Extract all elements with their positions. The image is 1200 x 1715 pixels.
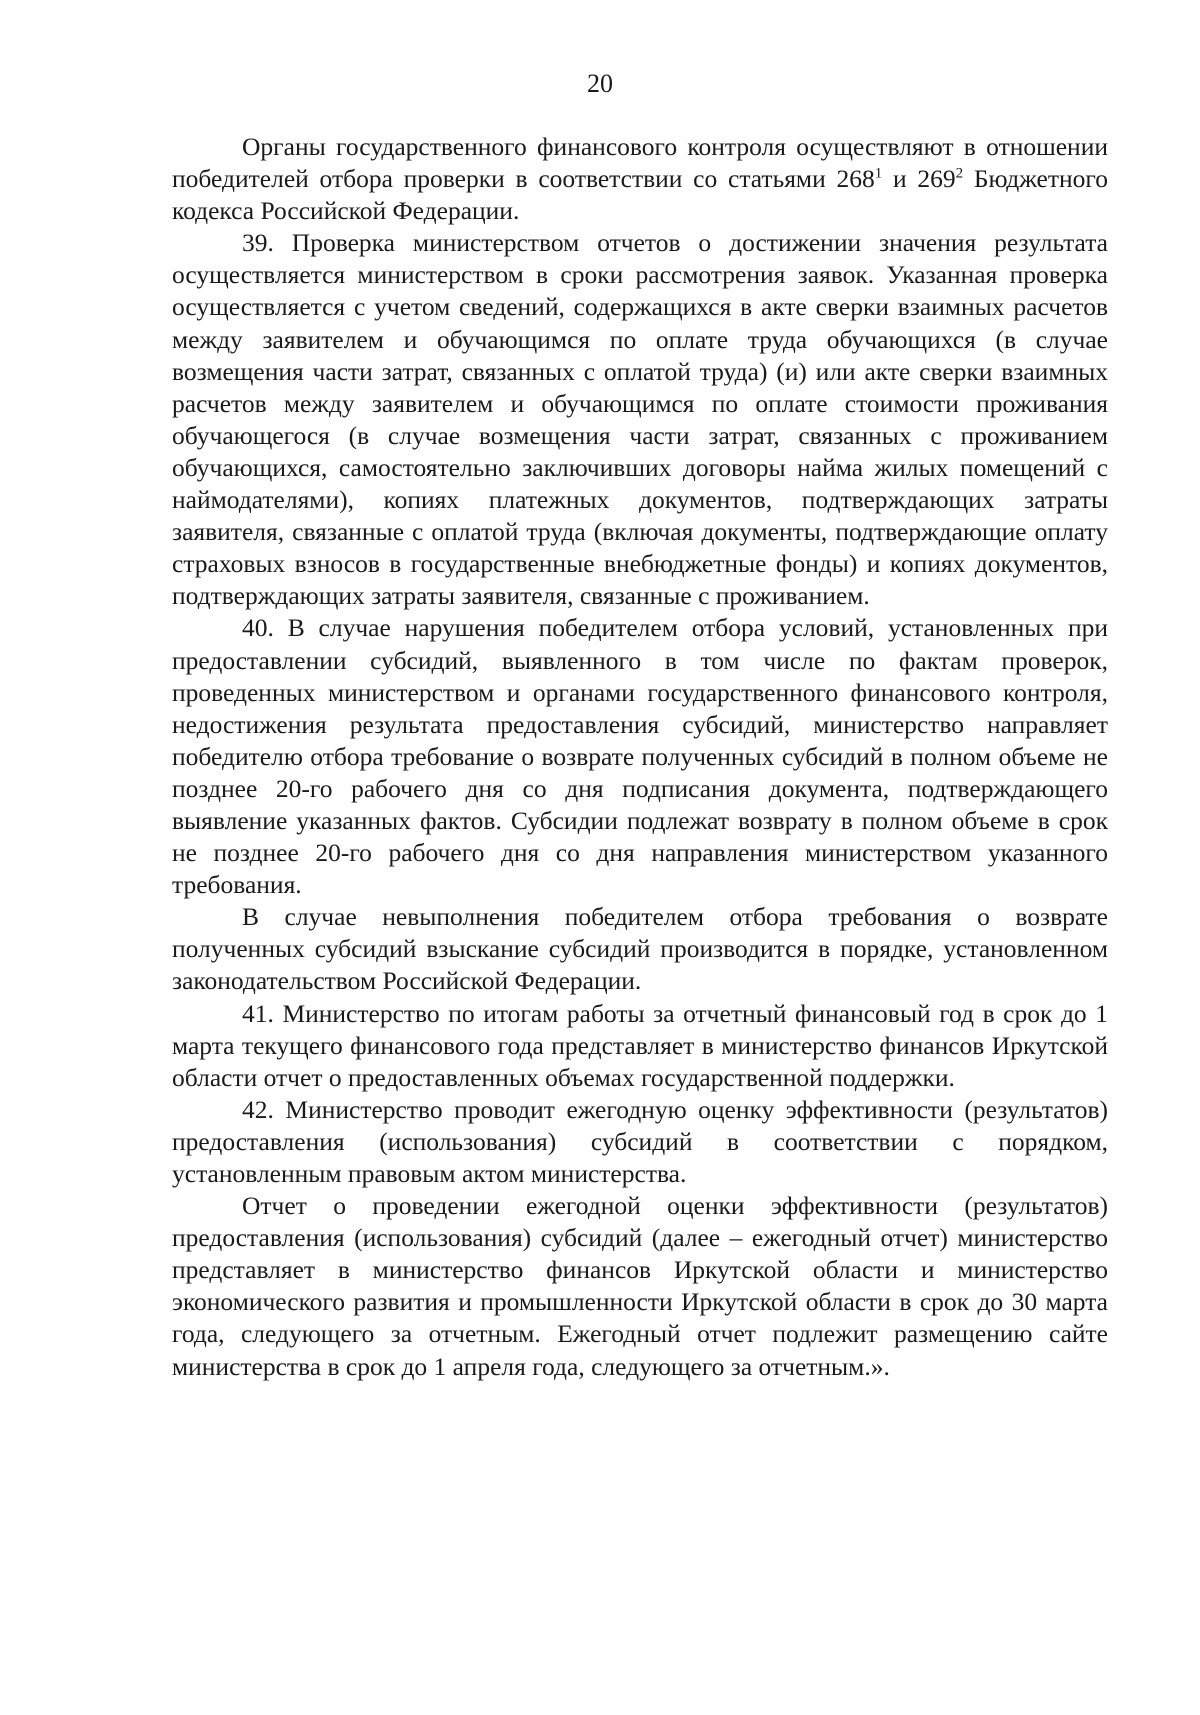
- paragraph-40-continued: В случае невыполнения победителем отбора требования о возврате полученных субсидий взыскание субсидий производится в порядке, установленном законодательством Российской Федерации.: [172, 902, 1108, 996]
- document-body: [172, 131, 1108, 1383]
- paragraph-39: 39. Проверка министерством отчетов о достижении значения результата осуществляется министерством в сроки рассмотрения заявок. Указанная проверка осуществляется с учетом сведений, содержащихся в акте сверки взаимных расчетов между заявителем и обучающимся по оплате труда обучающихся (в случае возмещения части затрат, связанных с оплатой труда) (и) или акте сверки взаимных расчетов между заявителем и обучающимся по оплате стоимости проживания обучающегося (в случае возмещения части затрат, связанных с проживанием обучающихся, самостоятельно заключивших договоры найма жилых помещений с наймодателями), копиях платежных документов, подтверждающих затраты заявителя, связанные с оплатой труда (включая документы, подтверждающие оплату страховых взносов в государственные внебюджетные фонды) и копиях документов, подтверждающих затраты заявителя, связанные с проживанием.: [172, 228, 1108, 611]
- paragraph-42-continued: Отчет о проведении ежегодной оценки эффективности (результатов) предоставления (использования) субсидий (далее – ежегодный отчет) министерство представляет в министерство финансов Иркутской области и министерство экономического развития и промышленности Иркутской области в срок до 30 марта года, следующего за отчетным. Ежегодный отчет подлежит размещению сайте министерства в срок до 1 апреля года, следующего за отчетным.».: [172, 1191, 1108, 1381]
- paragraph-financial-control: [172, 131, 1108, 227]
- page-number: 20: [587, 69, 613, 98]
- text-fragment: и 269: [882, 164, 956, 194]
- paragraph-42: 42. Министерство проводит ежегодную оценку эффективности (результатов) предоставления (использования) субсидий в соответствии с порядком, установленным правовым актом министерства.: [172, 1094, 1108, 1188]
- paragraph-41: 41. Министерство по итогам работы за отчетный финансовый год в срок до 1 марта текущего финансового года представляет в министерство финансов Иркутской области отчет о предоставленных объемах государственной поддержки.: [172, 998, 1108, 1092]
- superscript: 1: [874, 165, 883, 182]
- paragraph-40: 40. В случае нарушения победителем отбора условий, установленных при предоставлении субсидий, выявленного в том числе по фактам проверок, проведенных министерством и органами государственного финансового контроля, недостижения результата предоставления субсидий, министерство направляет победителю отбора требование о возврате полученных субсидий в полном объеме не позднее 20-го рабочего дня со дня подписания документа, подтверждающего выявление указанных фактов. Субсидии подлежат возврату в полном объеме в срок не позднее 20-го рабочего дня со дня направления министерством указанного требования.: [172, 613, 1108, 900]
- superscript: 2: [955, 165, 964, 182]
- text-fragment: Бюджетного кодекса Российской Федерации.: [172, 164, 1108, 226]
- text-fragment: Органы государственного финансового контроля осуществляют в отношении победителей отбора проверки в соответствии со статьями 268: [172, 132, 1108, 194]
